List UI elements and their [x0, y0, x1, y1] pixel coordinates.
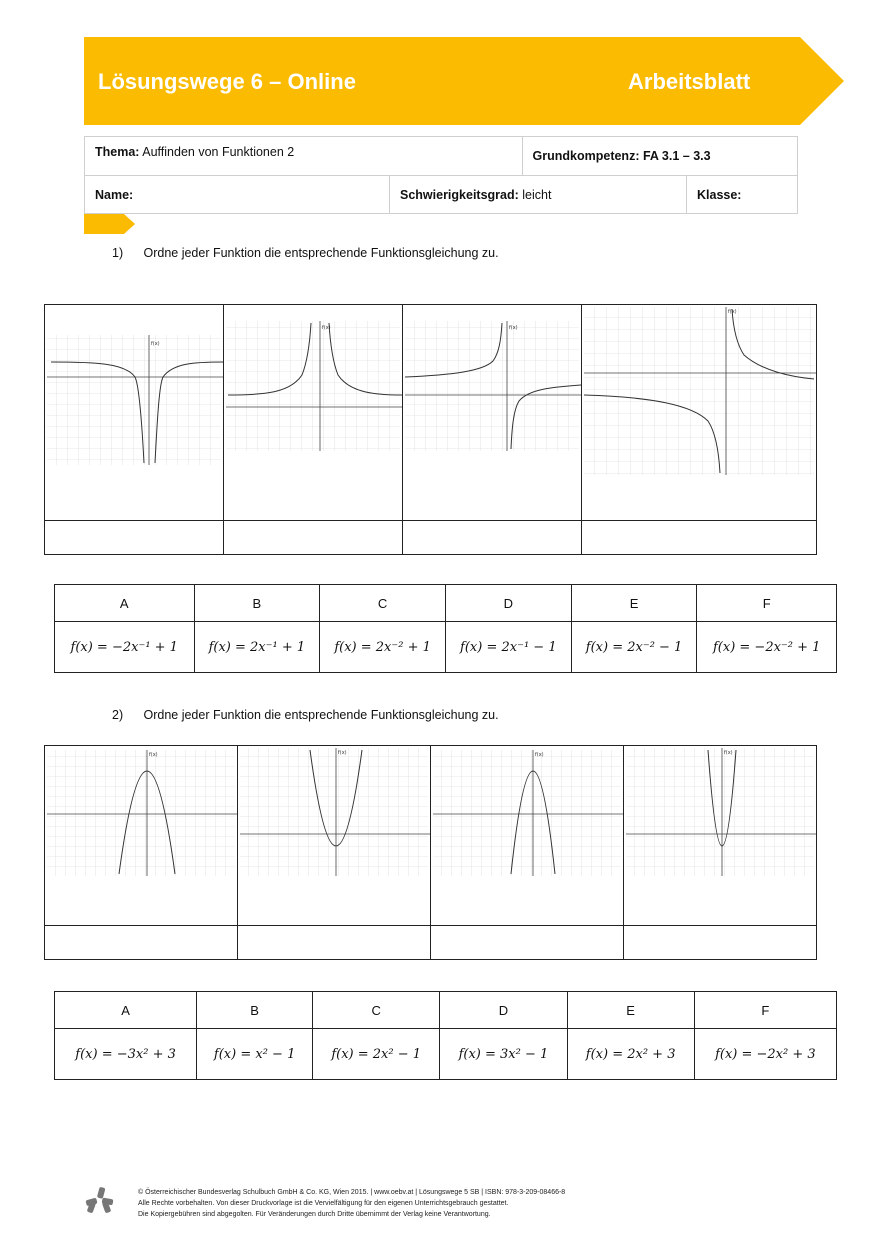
document-series-title: Lösungswege 6 – Online	[98, 69, 356, 94]
task-2-answer-cell-3[interactable]	[431, 926, 624, 960]
task-2-options-table	[54, 991, 837, 1080]
task-1-option-letter: A	[55, 585, 195, 622]
task-2-graph-cell-1	[45, 746, 238, 926]
header-banner	[84, 37, 844, 125]
document-type-label: Arbeitsblatt	[628, 69, 751, 94]
task-1-graph-cell-3	[403, 305, 582, 521]
task-2-graph-table	[44, 745, 817, 960]
task-1-instruction	[112, 246, 499, 260]
graph-1-1-axis-label: f(x)	[151, 341, 160, 347]
task-1-graph-cell-1	[45, 305, 224, 521]
kompetenz-cell	[522, 137, 797, 176]
task-2-option-formula: f(x) = x² − 1	[197, 1029, 313, 1080]
schwierigkeit-label: Schwierigkeitsgrad:	[400, 187, 519, 202]
task-1-option-formula: f(x) = 2x⁻¹ + 1	[194, 622, 320, 673]
graph-1-3	[403, 305, 581, 515]
thema-label: Thema:	[95, 145, 140, 159]
graph-1-1	[45, 305, 223, 515]
footer-line-3: Die Kopiergebühren sind abgegolten. Für Veränderungen durch Dritte übernimmt der Verlag keine Verantwortung.	[138, 1211, 491, 1218]
task-2-option-formula: f(x) = −3x² + 3	[55, 1029, 197, 1080]
task-1-answer-cell-3[interactable]	[403, 521, 582, 555]
thema-value: Auffinden von Funktionen 2	[142, 145, 295, 159]
graph-2-2-axis-label: f(x)	[338, 750, 347, 756]
graph-1-2-axis-label: f(x)	[322, 325, 331, 331]
name-cell[interactable]	[85, 176, 390, 214]
graph-2-4	[624, 746, 816, 920]
graph-2-1-axis-label: f(x)	[149, 752, 158, 758]
task-2-graph-cell-2	[238, 746, 431, 926]
task-2-option-letter: D	[440, 992, 567, 1029]
task-1-graph-cell-4	[582, 305, 817, 521]
task-1-option-formula: f(x) = 2x⁻¹ − 1	[445, 622, 571, 673]
task-2-answer-cell-4[interactable]	[624, 926, 817, 960]
task-2-graph-cell-4	[624, 746, 817, 926]
task-2-option-formula: f(x) = 3x² − 1	[440, 1029, 567, 1080]
task-1-graph-table	[44, 304, 817, 555]
task-1-text: Ordne jeder Funktion die entsprechende Funktionsgleichung zu.	[143, 246, 499, 260]
task-1-option-formula: f(x) = −2x⁻¹ + 1	[55, 622, 195, 673]
task-2-instruction	[112, 708, 499, 722]
footer-line-1: © Österreichischer Bundesverlag Schulbuch GmbH & Co. KG, Wien 2015. | www.oebv.at | Lösungswege 5 SB | ISBN: 978-3-209-08466-8	[138, 1189, 566, 1196]
task-1-option-formula: f(x) = 2x⁻² + 1	[320, 622, 446, 673]
graph-1-4	[582, 305, 816, 515]
graph-2-3	[431, 746, 623, 920]
task-1-option-letter: C	[320, 585, 446, 622]
graph-2-1	[45, 746, 237, 920]
task-1-answer-cell-1[interactable]	[45, 521, 224, 555]
task-2-option-formula: f(x) = 2x² + 3	[567, 1029, 694, 1080]
task-1-number: 1)	[112, 246, 124, 260]
graph-1-2	[224, 305, 402, 515]
task-2-number: 2)	[112, 708, 124, 722]
task-1-graph-cell-2	[224, 305, 403, 521]
footer-line-2: Alle Rechte vorbehalten. Von dieser Druckvorlage ist die Vervielfältigung für den eigenen Unterrichtsgebrauch gestattet.	[138, 1200, 509, 1207]
task-1-answer-cell-4[interactable]	[582, 521, 817, 555]
task-1-option-letter: D	[445, 585, 571, 622]
klasse-label: Klasse:	[697, 187, 742, 202]
task-1-answer-cell-2[interactable]	[224, 521, 403, 555]
task-2-option-letter: C	[313, 992, 440, 1029]
task-2-option-formula: f(x) = −2x² + 3	[694, 1029, 836, 1080]
task-1-options-table	[54, 584, 837, 673]
klasse-cell[interactable]	[687, 176, 798, 214]
copyright-footer	[138, 1187, 565, 1220]
publisher-logo-icon	[84, 1186, 114, 1216]
task-2-option-letter: B	[197, 992, 313, 1029]
task-2-graph-cell-3	[431, 746, 624, 926]
task-1-option-letter: F	[697, 585, 837, 622]
graph-1-3-axis-label: f(x)	[509, 325, 518, 331]
task-2-answer-cell-2[interactable]	[238, 926, 431, 960]
task-2-answer-cell-1[interactable]	[45, 926, 238, 960]
small-arrow-marker	[84, 214, 136, 234]
task-1-option-formula: f(x) = −2x⁻² + 1	[697, 622, 837, 673]
task-1-option-letter: B	[194, 585, 320, 622]
graph-1-4-axis-label: f(x)	[728, 309, 737, 315]
worksheet-meta-table	[84, 136, 798, 214]
graph-2-2	[238, 746, 430, 920]
task-1-option-letter: E	[571, 585, 697, 622]
kompetenz-label: Grundkompetenz: FA 3.1 – 3.3	[532, 149, 711, 163]
schwierigkeit-cell	[390, 176, 687, 214]
graph-2-4-axis-label: f(x)	[724, 750, 733, 756]
task-2-option-letter: F	[694, 992, 836, 1029]
task-2-option-letter: A	[55, 992, 197, 1029]
thema-cell	[85, 137, 523, 176]
schwierigkeit-value: leicht	[522, 187, 552, 202]
graph-2-3-axis-label: f(x)	[535, 752, 544, 758]
task-1-option-formula: f(x) = 2x⁻² − 1	[571, 622, 697, 673]
task-2-text: Ordne jeder Funktion die entsprechende Funktionsgleichung zu.	[143, 708, 499, 722]
task-2-option-letter: E	[567, 992, 694, 1029]
name-label: Name:	[95, 187, 134, 202]
task-2-option-formula: f(x) = 2x² − 1	[313, 1029, 440, 1080]
